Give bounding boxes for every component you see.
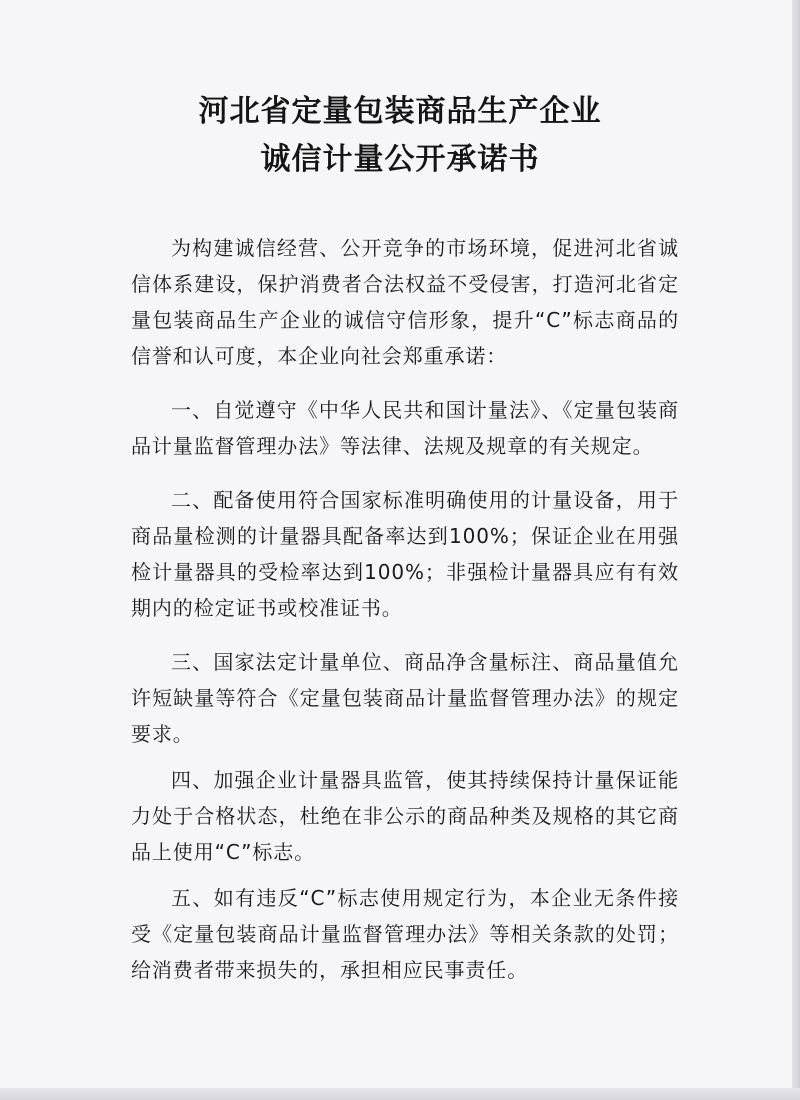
document-title-line1: 河北省定量包装商品生产企业 (198, 94, 602, 129)
paragraph-item-5: 五、如有违反“C”标志使用规定行为，本企业无条件接受《定量包装商品计量监督管理办法》等相关条款的处罚；给消费者带来损失的，承担相应民事责任。 (131, 886, 679, 982)
paragraph-intro: 为构建诚信经营、公开竞争的市场环境，促进河北省诚信体系建设，保护消费者合法权益不受侵害，打造河北省定量包装商品生产企业的诚信守信形象，提升“C”标志商品的信誉和认可度，本企业向社会郑重承诺： (131, 236, 679, 368)
paragraph-item-3: 三、国家法定计量单位、商品净含量标注、商品量值允许短缺量等符合《定量包装商品计量监督管理办法》的规定要求。 (131, 650, 679, 746)
paragraph-item-4: 四、加强企业计量器具监管，使其持续保持计量保证能力处于合格状态，杜绝在非公示的商品种类及规格的其它商品上使用“C”标志。 (131, 768, 679, 864)
scan-edge-shadow-bottom (0, 1088, 800, 1100)
paragraph-item-2: 二、配备使用符合国家标准明确使用的计量设备，用于商品量检测的计量器具配备率达到100%；保证企业在用强检计量器具的受检率达到100%；非强检计量器具应有有效期内的检定证书或校准证书。 (131, 488, 679, 620)
scan-edge-shadow (792, 0, 800, 1100)
paragraph-item-1: 一、自觉遵守《中华人民共和国计量法》、《定量包装商品计量监督管理办法》等法律、法规及规章的有关规定。 (131, 398, 679, 458)
document-title-line2: 诚信计量公开承诺书 (260, 142, 540, 177)
